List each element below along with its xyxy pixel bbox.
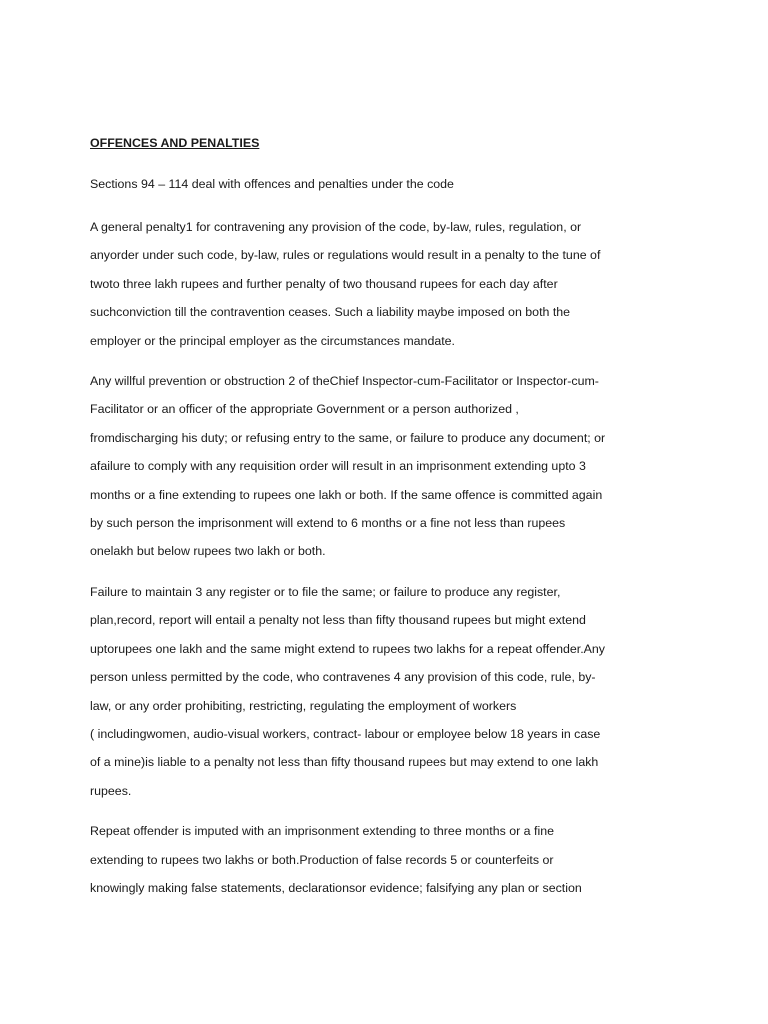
- text-line: by such person the imprisonment will extend to 6 months or a fine not less than rupees: [90, 516, 566, 531]
- paragraph-repeat-offender: [90, 817, 688, 902]
- text-line: person unless permitted by the code, who contravenes 4 any provision of this code, rule, by-: [90, 670, 596, 685]
- text-line: onelakh but below rupees two lakh or both.: [90, 544, 326, 559]
- text-line: plan,record, report will entail a penalty not less than fifty thousand rupees but might extend: [90, 613, 586, 628]
- document-heading: OFFENCES AND PENALTIES: [90, 136, 260, 150]
- text-line: Failure to maintain 3 any register or to file the same; or failure to produce any register,: [90, 584, 561, 599]
- text-line: Repeat offender is imputed with an imprisonment extending to three months or a fine: [90, 824, 554, 839]
- text-line: suchconviction till the contravention ceases. Such a liability maybe imposed on both the: [90, 305, 571, 320]
- text-line: rupees.: [90, 783, 132, 798]
- text-line: A general penalty1 for contravening any provision of the code, by-law, rules, regulation, or: [90, 220, 582, 234]
- paragraph-register-failure: [90, 578, 688, 805]
- text-line: employer or the principal employer as the circumstances mandate.: [90, 333, 456, 348]
- text-line: fromdischarging his duty; or refusing entry to the same, or failure to produce any document; or: [90, 430, 606, 445]
- text-line: afailure to comply with any requisition order will result in an imprisonment extending upto 3: [90, 459, 586, 474]
- text-line: twoto three lakh rupees and further penalty of two thousand rupees for each day after: [90, 276, 558, 291]
- text-line: law, or any order prohibiting, restricting, regulating the employment of workers: [90, 698, 517, 713]
- text-line: Facilitator or an officer of the appropriate Government or a person authorized ,: [90, 402, 519, 417]
- text-line: of a mine)is liable to a penalty not less than fifty thousand rupees but may extend to one lakh: [90, 755, 599, 770]
- intro-sentence: Sections 94 – 114 deal with offences and penalties under the code: [90, 177, 454, 191]
- document-body: [90, 133, 688, 914]
- text-line: months or a fine extending to rupees one lakh or both. If the same offence is committed again: [90, 487, 603, 502]
- text-line: ( includingwomen, audio-visual workers, contract- labour or employee below 18 years in case: [90, 726, 601, 741]
- text-line: knowingly making false statements, declarationsor evidence; falsifying any plan or section: [90, 880, 582, 895]
- text-line: uptorupees one lakh and the same might extend to rupees two lakhs for a repeat offender.Any: [90, 641, 606, 656]
- text-line: Any willful prevention or obstruction 2 of theChief Inspector-cum-Facilitator or Inspector-cum-: [90, 374, 599, 389]
- paragraph-general-penalty: [90, 213, 688, 355]
- text-line: extending to rupees two lakhs or both.Production of false records 5 or counterfeits or: [90, 852, 554, 867]
- text-line: anyorder under such code, by-law, rules or regulations would result in a penalty to the tune of: [90, 248, 601, 263]
- paragraph-obstruction: [90, 367, 688, 566]
